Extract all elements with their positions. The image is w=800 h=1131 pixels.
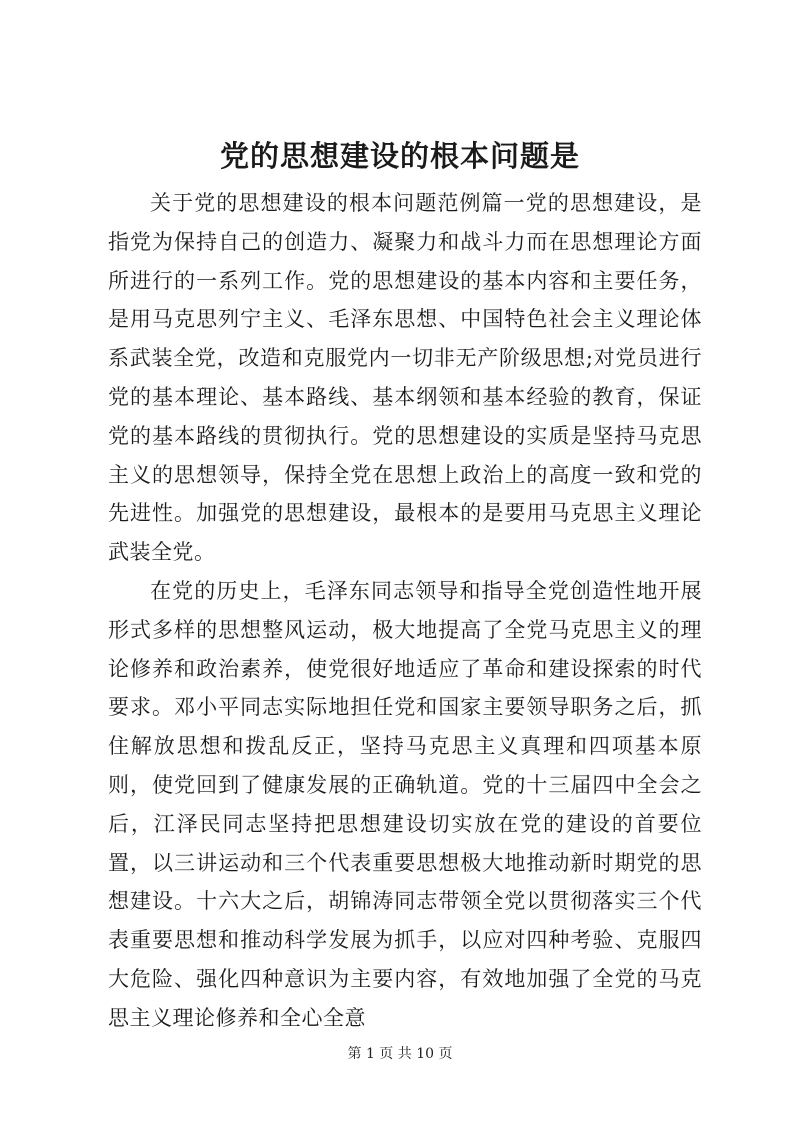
document-title: 党的思想建设的根本问题是: [219, 139, 580, 173]
page-number-footer: 第 1 页 共 10 页: [347, 1046, 453, 1062]
paragraph-2: 在党的历史上，毛泽东同志领导和指导全党创造性地开展形式多样的思想整风运动，极大地提高了全党马克思主义的理论修养和政治素养，使党很好地适应了革命和建设探索的时代要求。邓小平同志实际地担任党和国家主要领导职务之后，抓住解放思想和拨乱反正，坚持马克思主义真理和四项基本原则，使党回到了健康发展的正确轨道。党的十三届四中全会之后，江泽民同志坚持把思想建设切实放在党的建设的首要位置，以三讲运动和三个代表重要思想极大地推动新时期党的思想建设。十六大之后，胡锦涛同志带领全党以贯彻落实三个代表重要思想和推动科学发展为抓手，以应对四种考验、克服四大危险、强化四种意识为主要内容，有效地加强了全党的马克思主义理论修养和全心全意: [108, 578, 702, 1030]
document-body: [108, 184, 702, 1038]
paragraph-1: 关于党的思想建设的根本问题范例篇一党的思想建设，是指党为保持自己的创造力、凝聚力和战斗力而在思想理论方面所进行的一系列工作。党的思想建设的基本内容和主要任务，是用马克思列宁主义、毛泽东思想、中国特色社会主义理论体系武装全党，改造和克服党内一切非无产阶级思想;对党员进行党的基本理论、基本路线、基本纲领和基本经验的教育，保证党的基本路线的贯彻执行。党的思想建设的实质是坚持马克思主义的思想领导，保持全党在思想上政治上的高度一致和党的先进性。加强党的思想建设，最根本的是要用马克思主义理论武装全党。: [108, 191, 702, 565]
